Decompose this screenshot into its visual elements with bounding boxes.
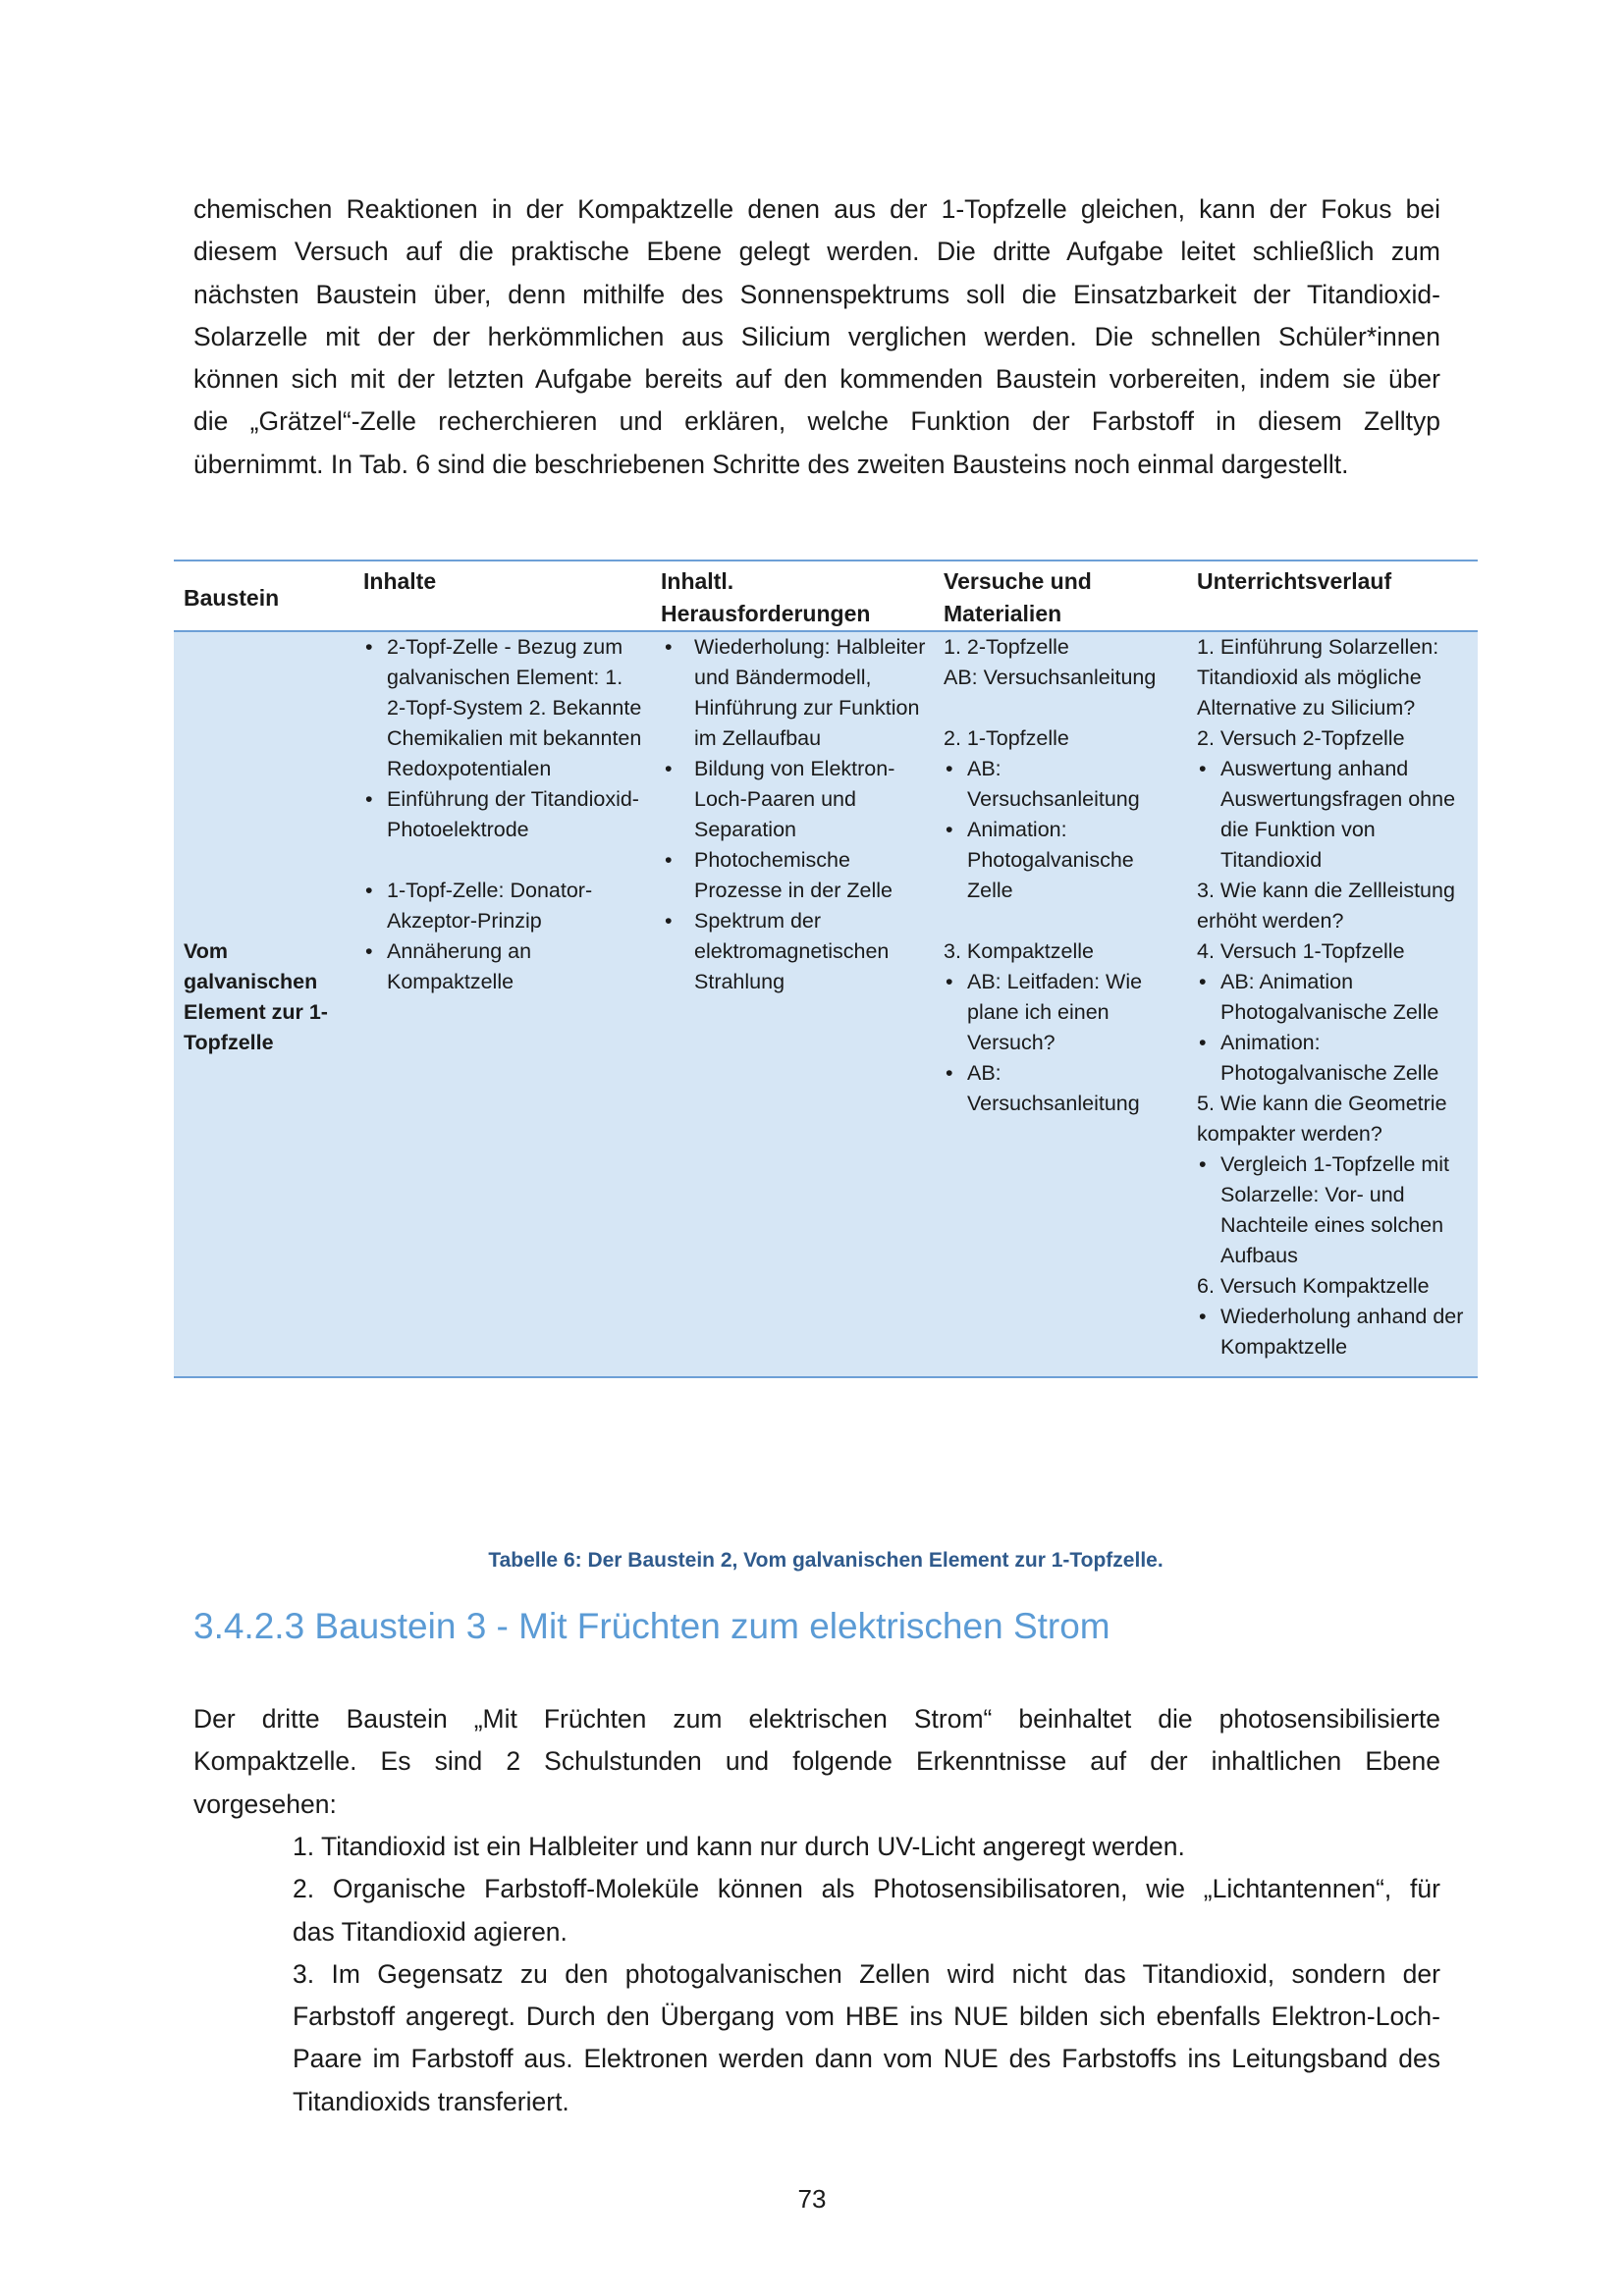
header-unterrichtsverlauf: Unterrichtsverlauf xyxy=(1187,561,1478,631)
text-line: diesem Versuch auf die praktische Ebene gelegt werden. Die dritte Aufgabe leitet schließlich zum xyxy=(193,237,1440,267)
header-baustein: Baustein xyxy=(174,561,353,631)
versuch-title: 2. 1-Topfzelle xyxy=(944,726,1069,750)
text-line: 2. Organische Farbstoff-Moleküle können als Photosensibilisatoren, wie „Lichtantennen“, für xyxy=(293,1874,1440,1904)
list-item: • Einführung der Titandioxid-Photoelektrode xyxy=(363,784,643,845)
table-row xyxy=(174,631,1478,1377)
text-line: 3. Im Gegensatz zu den photogalvanischen Zellen wird nicht das Titandioxid, sondern der xyxy=(293,1958,1440,1989)
verlauf-step: 3. Wie kann die Zellleistung erhöht werden? xyxy=(1197,879,1455,933)
baustein-table xyxy=(174,560,1478,1378)
list-item: • Photochemische Prozesse in der Zelle xyxy=(661,845,926,906)
text-line: vorgesehen: xyxy=(193,1789,337,1819)
list-item: • AB: Animation Photogalvanische Zelle xyxy=(1197,967,1470,1028)
verlauf-step: 1. Einführung Solarzellen: Titandioxid als mögliche Alternative zu Silicium? xyxy=(1197,635,1439,720)
list-item: • Wiederholung: Halbleiter und Bändermodell, Hinführung zur Funktion im Zellaufbau xyxy=(661,632,926,754)
list-item: • Spektrum der elektromagnetischen Strahlung xyxy=(661,906,926,997)
text-line: 1. Titandioxid ist ein Halbleiter und kann nur durch UV-Licht angeregt werden. xyxy=(293,1832,1185,1861)
text-line: Farbstoff angeregt. Durch den Übergang vom HBE ins NUE bilden sich ebenfalls Elektron-Loch- xyxy=(293,2002,1440,2032)
text-line: chemischen Reaktionen in der Kompaktzelle denen aus der 1-Topfzelle gleichen, kann der Fokus bei xyxy=(193,194,1440,224)
intro-paragraph xyxy=(193,188,1440,486)
cell-unterrichtsverlauf xyxy=(1187,631,1478,1377)
cell-herausforderungen xyxy=(651,631,934,1377)
list-item: • 2-Topf-Zelle - Bezug zum galvanischen Element: 1. 2-Topf-System 2. Bekannte Chemikalien mit bekannten Redoxpotentialen xyxy=(363,632,643,784)
list-item: • Vergleich 1-Topfzelle mit Solarzelle: Vor- und Nachteile eines solchen Aufbaus xyxy=(1197,1149,1470,1271)
list-item: • AB: Versuchsanleitung xyxy=(944,1058,1179,1119)
versuch-title: 1. 2-Topfzelle xyxy=(944,635,1069,659)
list-item: • 1-Topf-Zelle: Donator-Akzeptor-Prinzip xyxy=(363,876,643,936)
findings-list xyxy=(293,1826,1440,2123)
header-inhalte: Inhalte xyxy=(353,561,651,631)
verlauf-step: 2. Versuch 2-Topfzelle xyxy=(1197,726,1405,750)
header-versuche: Versuche und Materialien xyxy=(934,561,1187,631)
section-heading: 3.4.2.3 Baustein 3 - Mit Früchten zum elektrischen Strom xyxy=(193,1606,1110,1646)
table-header-row xyxy=(174,561,1478,631)
verlauf-step: 6. Versuch Kompaktzelle xyxy=(1197,1274,1430,1298)
versuch-text: AB: Versuchsanleitung xyxy=(944,666,1157,689)
cell-inhalte xyxy=(353,631,651,1377)
list-item: • Auswertung anhand Auswertungsfragen ohne die Funktion von Titandioxid xyxy=(1197,754,1470,876)
text-line: Der dritte Baustein „Mit Früchten zum elektrischen Strom“ beinhaltet die photosensibilisierte xyxy=(193,1704,1440,1734)
verlauf-step: 4. Versuch 1-Topfzelle xyxy=(1197,939,1405,963)
versuch-title: 3. Kompaktzelle xyxy=(944,939,1094,963)
page-number: 73 xyxy=(797,2184,827,2214)
text-line: Solarzelle mit der der herkömmlichen aus Silicium verglichen werden. Die schnellen Schüler*innen xyxy=(193,321,1440,351)
cell-baustein: Vom galvanischen Element zur 1-Topfzelle xyxy=(174,631,353,1377)
list-item: • AB: Leitfaden: Wie plane ich einen Versuch? xyxy=(944,967,1179,1058)
text-line: Kompaktzelle. Es sind 2 Schulstunden und folgende Erkenntnisse auf der inhaltlichen Ebene xyxy=(193,1746,1440,1777)
text-line: Titandioxids transferiert. xyxy=(293,2086,569,2116)
text-line: können sich mit der letzten Aufgabe bereits auf den kommenden Baustein vorbereiten, indem sie über xyxy=(193,364,1440,395)
text-line: das Titandioxid agieren. xyxy=(293,1916,568,1947)
text-line: Paare im Farbstoff aus. Elektronen werden dann vom NUE des Farbstoffs ins Leitungsband des xyxy=(293,2044,1440,2074)
list-item: • Animation: Photogalvanische Zelle xyxy=(944,815,1179,906)
text-line: die „Grätzel“-Zelle recherchieren und erklären, welche Funktion der Farbstoff in diesem Zelltyp xyxy=(193,406,1440,437)
text-line: nächsten Baustein über, denn mithilfe des Sonnenspektrums soll die Einsatzbarkeit der Titandioxid- xyxy=(193,279,1440,309)
list-item: • AB: Versuchsanleitung xyxy=(944,754,1179,815)
header-herausforderungen: Inhaltl. Herausforderungen xyxy=(651,561,934,631)
verlauf-step: 5. Wie kann die Geometrie kompakter werden? xyxy=(1197,1092,1447,1146)
table-caption: Tabelle 6: Der Baustein 2, Vom galvanischen Element zur 1-Topfzelle. xyxy=(488,1549,1164,1572)
section-paragraph xyxy=(193,1698,1440,1826)
list-item: • Wiederholung anhand der Kompaktzelle xyxy=(1197,1302,1470,1362)
list-item: • Animation: Photogalvanische Zelle xyxy=(1197,1028,1470,1089)
cell-versuche xyxy=(934,631,1187,1377)
text-line: übernimmt. In Tab. 6 sind die beschriebenen Schritte des zweiten Bausteins noch einmal dargestellt. xyxy=(193,449,1349,479)
list-item: • Bildung von Elektron-Loch-Paaren und Separation xyxy=(661,754,926,845)
list-item: • Annäherung an Kompaktzelle xyxy=(363,936,643,997)
